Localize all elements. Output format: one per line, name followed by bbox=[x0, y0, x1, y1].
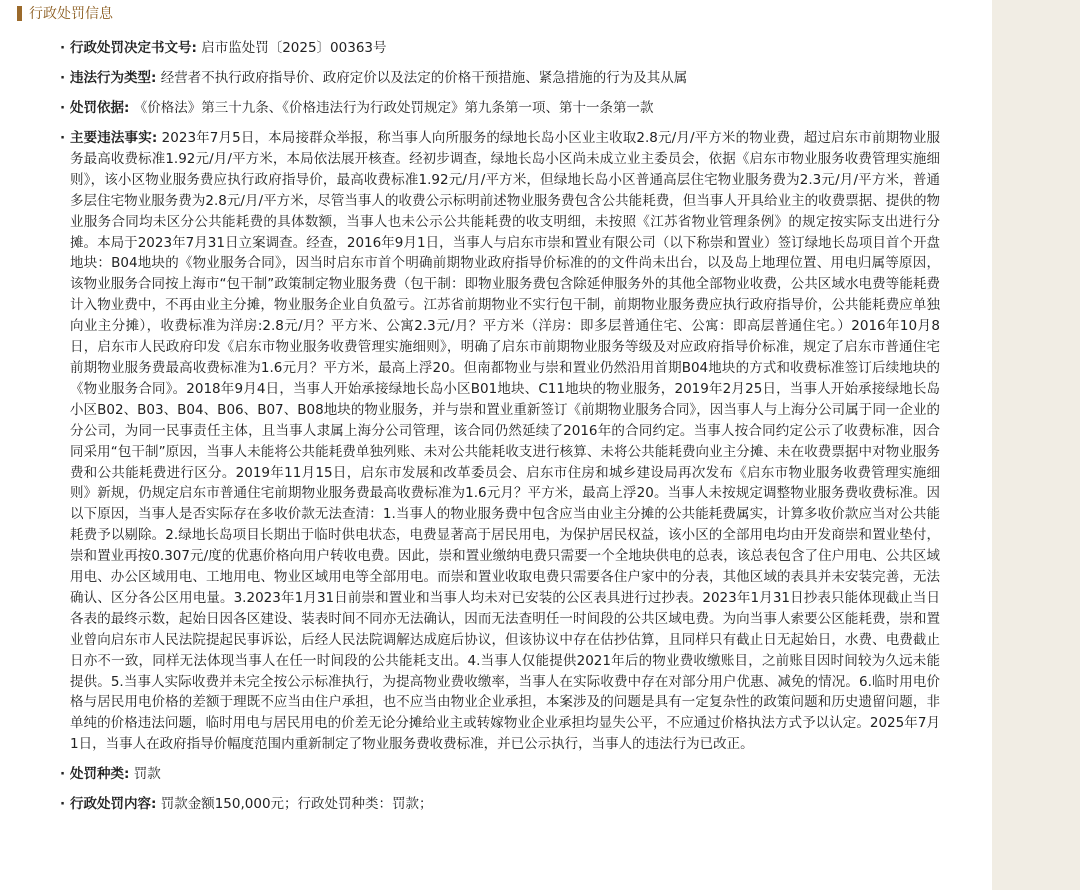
list-item-penalty-basis bbox=[60, 98, 940, 119]
bullet-dot: · bbox=[60, 130, 66, 146]
bullet-dot: · bbox=[60, 796, 66, 813]
section-header bbox=[17, 0, 113, 26]
item-value: 启市监处罚〔2025〕00363号 bbox=[201, 40, 387, 56]
item-value: 罚款 bbox=[133, 766, 161, 783]
bullet-dot: · bbox=[60, 766, 66, 783]
item-label: 行政处罚内容: bbox=[70, 796, 157, 813]
item-label: 违法行为类型: bbox=[70, 70, 157, 86]
list-item-penalty-content bbox=[60, 794, 940, 815]
item-label: 处罚种类: bbox=[70, 766, 130, 783]
item-value: 经营者不执行政府指导价、政府定价以及法定的价格干预措施、紧急措施的行为及其从属 bbox=[160, 70, 688, 86]
item-value: 2023年7月5日，本局接群众举报，称当事人向所服务的绿地长岛小区业主收取2.8元/月/平方米的物业费，超过启东市前期物业服务最高收费标准1.92元/月/平方米，本局依法展开核查。经初步调查，绿地长岛小区尚未成立业主委员会，依据《启东市物业服务收费管理实施细则》，该小区物业服务费应执行政府指导价，最高收费标准1.92元/月/平方米，但绿地长岛小区普通高层住宅物业服务费为2.3元/月/平方米，普通多层住宅物业服务费为2.8元/月/平方米，尽管当事人的收费公示标明前述物业服务费包含公共能耗费，但当事人开具给业主的收费票据、提供的物业服务合同均未区分公共能耗费的具体数额，当事人也未公示公共能耗费的收支明细，未按照《江苏省物业管理条例》的规定按实际支出进行分摊。本局于2023年7月31日立案调查。经查，2016年9月1日，当事人与启东市崇和置业有限公司（以下称崇和置业）签订绿地长岛项目首个开盘地块：B04地块的《物业服务合同》，因当时启东市首个明确前期物业政府指导价标准的的文件尚未出台，以及岛上地理位置、用电归属等原因，该物业服务合同按上海市“包干制”政策制定物业服务费（包干制：即物业服务费包含除延伸服务外的其他全部物业收费，公共区域水电费等能耗费计入物业费中，不再由业主分摊，物业服务企业自负盈亏。江苏省前期物业不实行包干制，前期物业服务费应执行政府指导价，公共能耗费应单独向业主分摊），收费标准为洋房:2.8元/月？平方米、公寓2.3元/月？平方米（洋房：即多层普通住宅、公寓：即高层普通住宅。）2016年10月8日，启东市人民政府印发《启东市物业服务收费管理实施细则》，明确了启东市前期物业服务等级及对应政府指导价标准，规定了启东市普通住宅前期物业服务费最高收费标准为1.6元月？平方米，最高上浮20。但南都物业与崇和置业仍然沿用首期B04地块的方式和收费标准签订后续地块的《物业服务合同》。2018年9月4日，当事人开始承接绿地长岛小区B01地块、C11地块的物业服务，2019年2月25日，当事人开始承接绿地长岛小区B02、B03、B04、B06、B07、B08地块的物业服务，并与崇和置业重新签订《前期物业服务合同》，因当事人与上海分公司属于同一企业的分公司，为同一民事责任主体，且当事人隶属上海分公司管理，该合同仍然延续了2016年的合同约定。当事人按合同约定公示了收费标准，因合同采用“包干制”原因，当事人未能将公共能耗费单独列账、未对公共能耗收支进行核算、未将公共能耗费向业主分摊、未在收费票据中对物业服务费和公共能耗费进行区分。2019年11月15日，启东市发展和改革委员会、启东市住房和城乡建设局再次发布《启东市物业服务收费管理实施细则》新规，仍规定启东市普通住宅前期物业服务费最高收费标准为1.6元月？平方米，最高上浮20。当事人未按规定调整物业服务费收费标准。因以下原因，当事人是否实际存在多收价款无法查清：1.当事人的物业服务费中包含应当由业主分摊的公共能耗费属实，计算多收价款应当对公共能耗费予以剔除。2.绿地长岛项目长期出于临时供电状态，电费显著高于居民用电，为保护居民权益，该小区的全部用电均由开发商崇和置业垫付，崇和置业再按0.307元/度的优惠价格向用户转收电费。因此，崇和置业缴纳电费只需要一个全地块供电的总表，该总表包含了住户用电、公共区域用电、办公区域用电、工地用电、物业区域用电等全部用电。而崇和置业收取电费只需要各住户家中的分表，其他区域的表具并未安装完善，无法确认、区分各公区用电量。3.2023年1月31日前崇和置业和当事人均未对已安装的公区表具进行过抄表。2023年1月31日抄表只能体现截止当日各表的最终示数，起始日因各区建设、装表时间不同亦无法确认，因而无法查明任一时间段的公共区域电费。为向当事人索要公区能耗费，崇和置业曾向启东市人民法院提起民事诉讼，后经人民法院调解达成庭后协议，但该协议中存在估抄估算，且同样只有截止日无起始日，水费、电费截止日亦不一致，同样无法体现当事人在任一时间段的公共能耗支出。4.当事人仅能提供2021年后的物业费收缴账目，之前账目因时间较为久远未能提供。5.当事人实际收费并未完全按公示标准执行，为提高物业费收缴率，当事人在实际收费中存在对部分用户优惠、减免的情况。6.临时用电价格与居民用电价格的差额于理既不应当由住户承担，也不应当由物业企业承担，本案涉及的问题是具有一定复杂性的政策问题和历史遗留问题，非单纯的价格违法问题，临时用电与居民用电的价差无论分摊给业主或转嫁物业企业承担均显失公平，不应通过价格执法方式予以认定。2025年7月1日，当事人在政府指导价幅度范围内重新制定了物业服务费收费标准，并已公示执行，当事人的违法行为已改正。 bbox=[70, 130, 940, 753]
penalty-info-list bbox=[60, 38, 940, 824]
list-item-decision-number bbox=[60, 38, 940, 59]
bullet-dot: · bbox=[60, 70, 66, 86]
bullet-dot: · bbox=[60, 100, 66, 116]
bullet-dot: · bbox=[60, 40, 66, 56]
list-item-main-facts bbox=[60, 128, 940, 755]
section-marker-bar bbox=[17, 6, 22, 21]
section-title: 行政处罚信息 bbox=[29, 6, 113, 22]
item-label: 处罚依据: bbox=[70, 100, 130, 116]
item-label: 主要违法事实: bbox=[70, 130, 158, 146]
list-item-violation-type bbox=[60, 68, 940, 89]
item-value: 《价格法》第三十九条、《价格违法行为行政处罚规定》第九条第一项、第十一条第一款 bbox=[133, 100, 654, 116]
item-value: 罚款金额150,000元；行政处罚种类：罚款； bbox=[160, 796, 433, 813]
right-background-strip bbox=[992, 0, 1080, 890]
item-label: 行政处罚决定书文号: bbox=[70, 40, 197, 56]
list-item-penalty-type bbox=[60, 764, 940, 785]
